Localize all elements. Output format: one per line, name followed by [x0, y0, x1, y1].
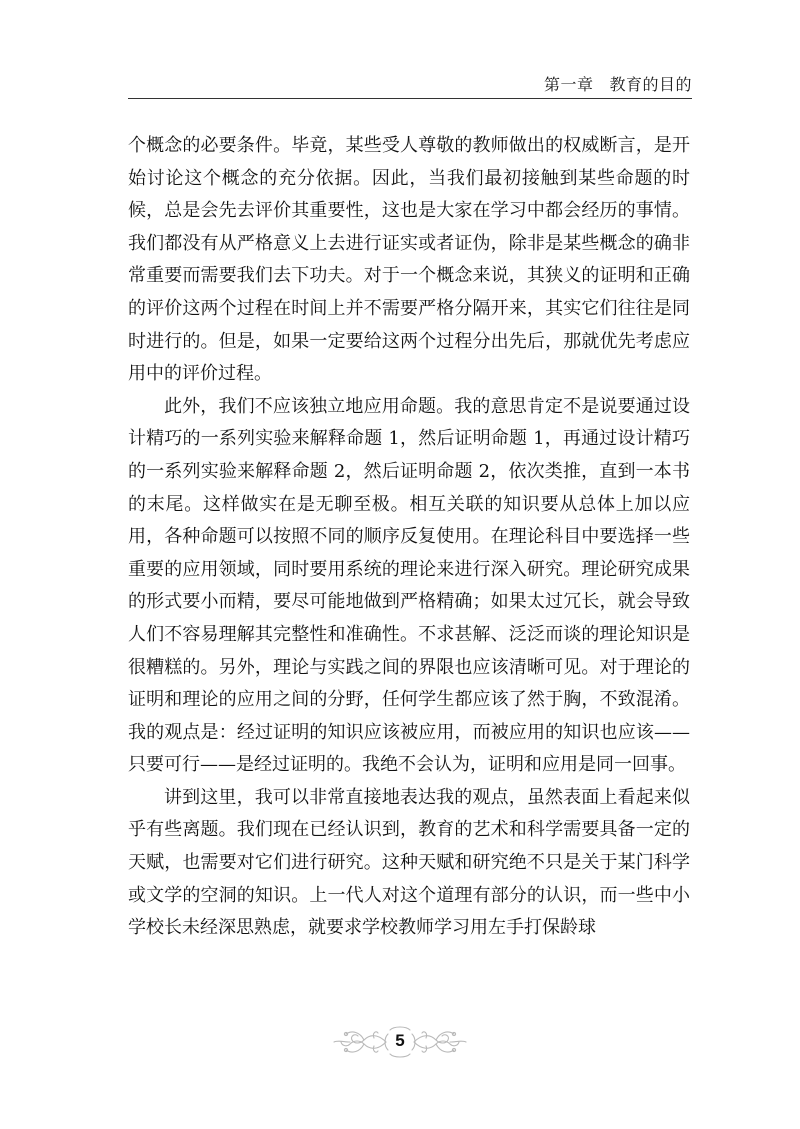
chapter-label: 第一章: [543, 75, 594, 94]
running-head: [544, 72, 692, 95]
chapter-title: 教育的目的: [609, 75, 692, 94]
header-rule: [128, 98, 692, 99]
page-number: 5: [395, 1031, 405, 1050]
paragraph-2: 此外，我们不应该独立地应用命题。我的意思肯定不是说要通过设计精巧的一系列实验来解释命题 1，然后证明命题 1，再通过设计精巧的一系列实验来解释命题 2，然后证明命题 2，依次类推，直到一本书的末尾。这样做实在是无聊至极。相互关联的知识要从总体上加以应用，各种命题可以按照不同的顺序反复使用。在理论科目中要选择一些重要的应用领域，同时要用系统的理论来进行深入研究。理论研究成果的形式要小而精，要尽可能地做到严格精确；如果太过冗长，就会导致人们不容易理解其完整性和准确性。不求甚解、泛泛而谈的理论知识是很糟糕的。另外，理论与实践之间的界限也应该清晰可见。对于理论的证明和理论的应用之间的分野，任何学生都应该了然于胸，不致混淆。我的观点是：经过证明的知识应该被应用，而被应用的知识也应该——只要可行——是经过证明的。我绝不会认为，证明和应用是同一回事。: [128, 395, 690, 776]
body-text: [128, 130, 690, 945]
paragraph-3: 讲到这里，我可以非常直接地表达我的观点，虽然表面上看起来似乎有些离题。我们现在已经认识到，教育的艺术和科学需要具备一定的天赋，也需要对它们进行研究。这种天赋和研究绝不只是关于某门科学或文学的空洞的知识。上一代人对这个道理有部分的认识，而一些中小学校长未经深思熟虑，就要求学校教师学习用左手打保龄球: [128, 786, 690, 939]
paragraph-1: 个概念的必要条件。毕竟，某些受人尊敬的教师做出的权威断言，是开始讨论这个概念的充分依据。因此，当我们最初接触到某些命题的时候，总是会先去评价其重要性，这也是大家在学习中都会经历的事情。我们都没有从严格意义上去进行证实或者证伪，除非是某些概念的确非常重要而需要我们去下功夫。对于一个概念来说，其狭义的证明和正确的评价这两个过程在时间上并不需要严格分隔开来，其实它们往往是同时进行的。但是，如果一定要给这两个过程分出先后，那就优先考虑应用中的评价过程。: [128, 135, 690, 385]
page-number-ornament: [330, 1022, 470, 1062]
